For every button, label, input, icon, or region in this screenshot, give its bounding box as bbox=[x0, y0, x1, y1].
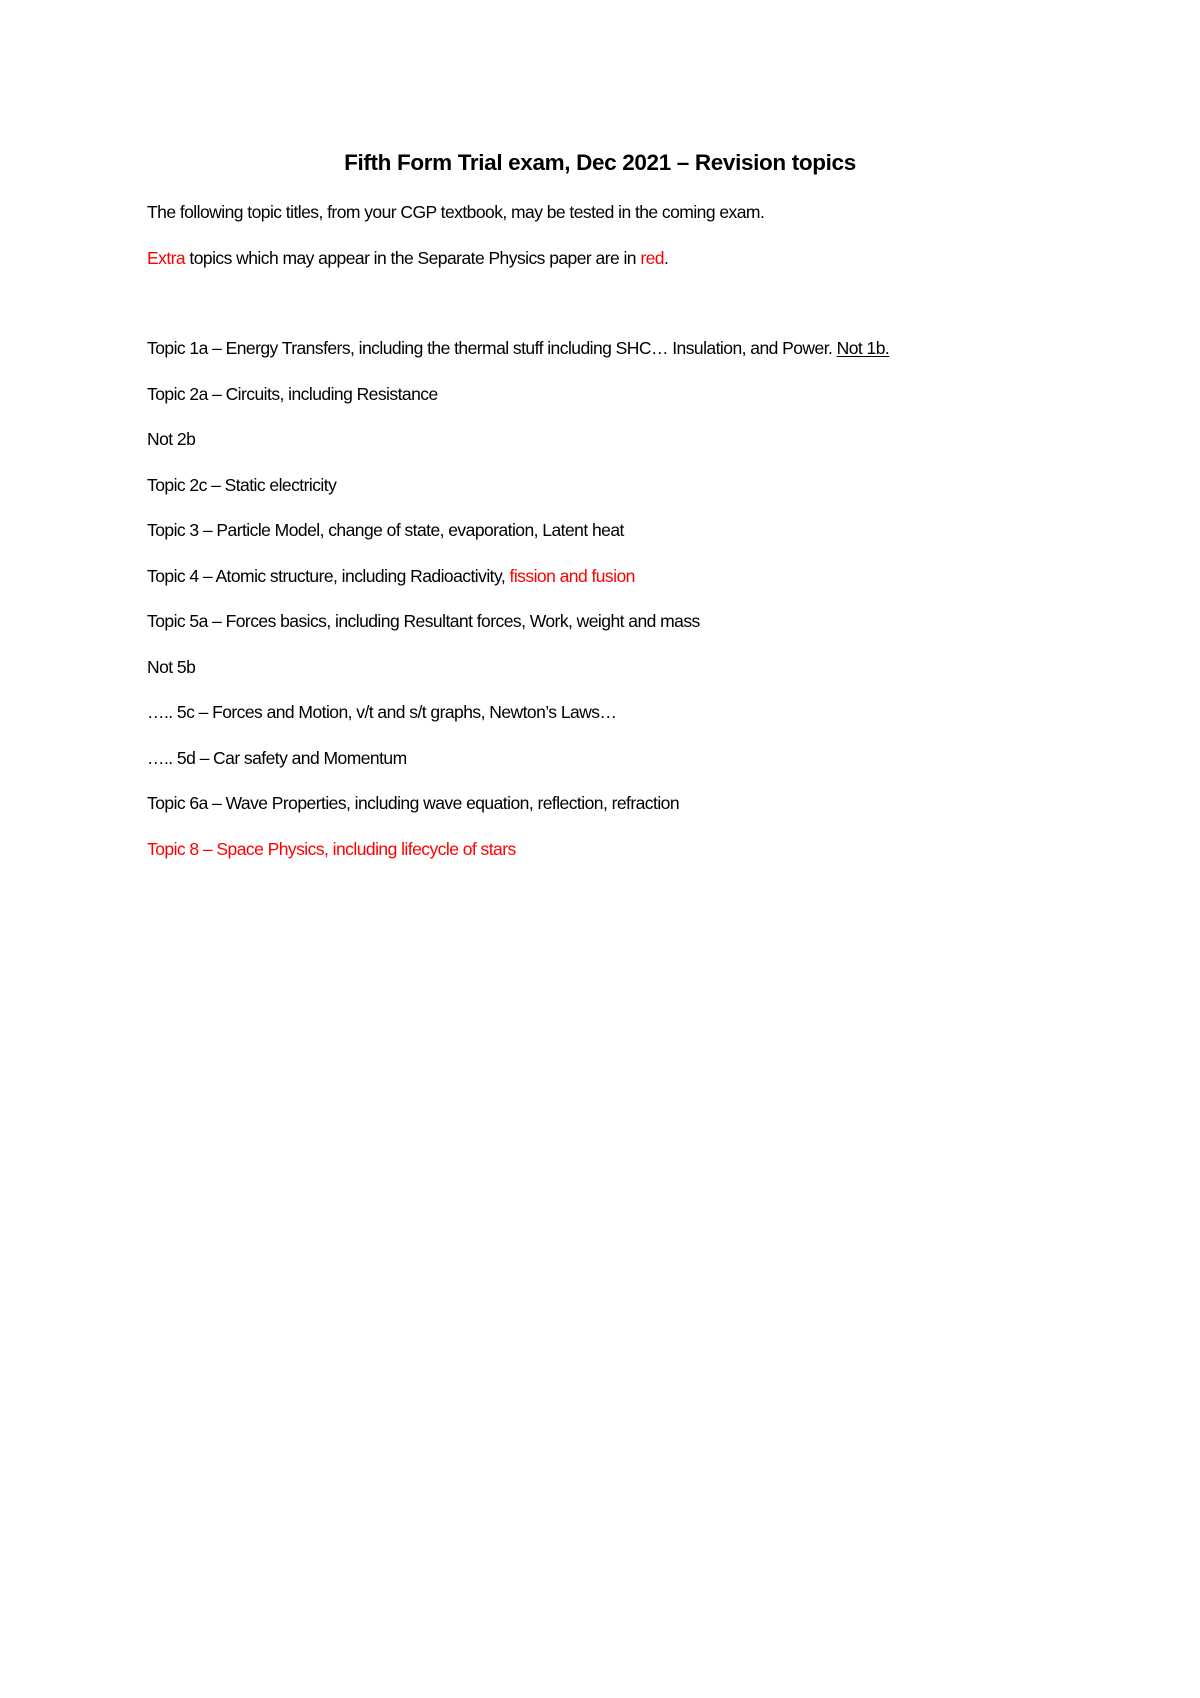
topic-2a: Topic 2a – Circuits, including Resistance bbox=[147, 384, 438, 404]
topic-2c: Topic 2c – Static electricity bbox=[147, 475, 337, 495]
topic-8: Topic 8 – Space Physics, including lifecycle of stars bbox=[147, 839, 516, 859]
document-title: Fifth Form Trial exam, Dec 2021 – Revision topics bbox=[344, 150, 856, 175]
intro-paragraph: The following topic titles, from your CGP textbook, may be tested in the coming exam. bbox=[147, 202, 765, 222]
separate-physics-extra: fission and fusion bbox=[509, 566, 635, 586]
topic-1a bbox=[147, 337, 889, 359]
note-text: topics which may appear in the Separate Physics paper are in bbox=[185, 248, 641, 268]
topic-text: Topic 1a – Energy Transfers, including the thermal stuff including SHC… Insulation, and Power. bbox=[147, 338, 837, 358]
topic-5a: Topic 5a – Forces basics, including Resultant forces, Work, weight and mass bbox=[147, 611, 700, 631]
topic-5d: ….. 5d – Car safety and Momentum bbox=[147, 748, 407, 768]
exclusion-5b: Not 5b bbox=[147, 657, 196, 677]
extra-highlight: Extra bbox=[147, 248, 186, 268]
topic-5c: ….. 5c – Forces and Motion, v/t and s/t graphs, Newton’s Laws… bbox=[147, 702, 617, 722]
red-topics-note bbox=[147, 247, 668, 269]
topic-text: Topic 4 – Atomic structure, including Radioactivity, bbox=[147, 566, 510, 586]
exclusion-note: Not 1b. bbox=[836, 338, 890, 358]
topic-6a: Topic 6a – Wave Properties, including wave equation, reflection, refraction bbox=[147, 793, 680, 813]
note-end: . bbox=[663, 248, 669, 268]
exclusion-2b: Not 2b bbox=[147, 429, 196, 449]
topic-3: Topic 3 – Particle Model, change of state, evaporation, Latent heat bbox=[147, 520, 624, 540]
red-highlight: red bbox=[640, 248, 664, 268]
topic-4 bbox=[147, 565, 635, 587]
